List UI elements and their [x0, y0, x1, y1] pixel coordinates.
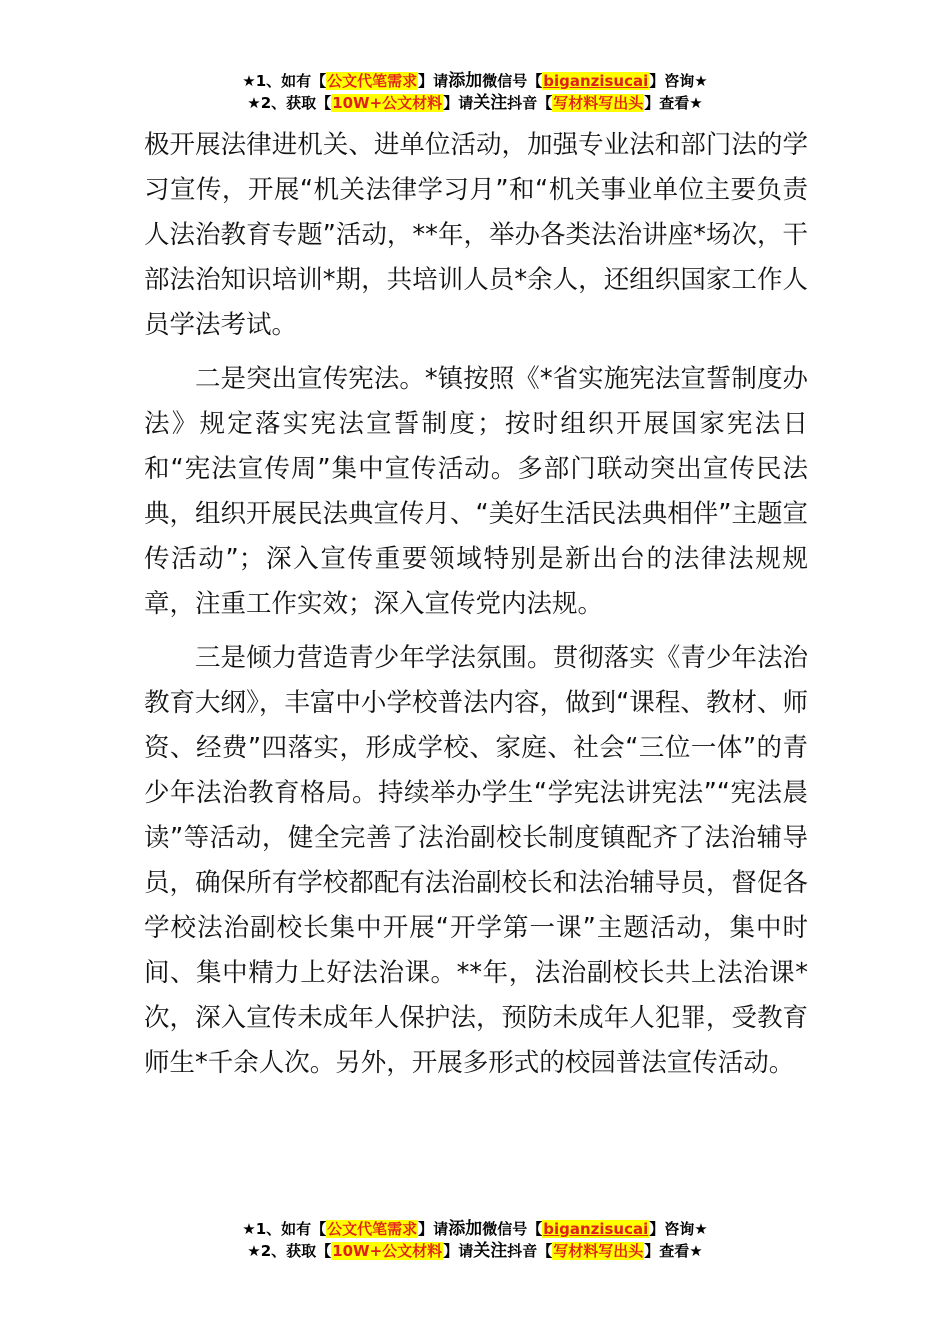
footer-line-1	[0, 1218, 950, 1240]
footer-line-2-suffix: 】查看★	[644, 1242, 703, 1260]
footer-line-2-prefix: ★2、获取【	[247, 1242, 332, 1260]
footer-line-1-emphasis: 添加	[448, 1219, 483, 1239]
banner-line-2-douyin-account: 写材料写出头	[553, 94, 644, 112]
banner-line-1-suffix: 】咨询★	[649, 72, 708, 90]
banner-line-2-emphasis: 关注	[473, 93, 508, 113]
banner-line-1-wechat-id[interactable]: biganzisucai	[543, 72, 649, 90]
banner-line-1-mid2: 微信号【	[482, 72, 543, 90]
document-body	[144, 123, 808, 1086]
banner-line-2-prefix: ★2、获取【	[247, 94, 332, 112]
banner-line-2-suffix: 】查看★	[644, 94, 703, 112]
banner-line-1-highlight-service: 公文代笔需求	[327, 72, 418, 90]
footer-line-2-mid: 】请	[443, 1242, 474, 1260]
footer-line-2	[0, 1240, 950, 1262]
banner-line-1-emphasis: 添加	[448, 71, 483, 91]
footer-line-1-highlight-service: 公文代笔需求	[327, 1220, 418, 1238]
footer-line-2-mid2: 抖音【	[507, 1242, 553, 1260]
header-banner	[0, 70, 950, 114]
footer-line-1-mid2: 微信号【	[482, 1220, 543, 1238]
footer-line-2-douyin-account: 写材料写出头	[553, 1242, 644, 1260]
footer-line-1-wechat-id[interactable]: biganzisucai	[543, 1220, 649, 1238]
paragraph-continuation: 极开展法律进机关、进单位活动，加强专业法和部门法的学习宣传，开展“机关法律学习月”和“机关事业单位主要负责人法治教育专题”活动，**年，举办各类法治讲座*场次，干部法治知识培训*期，共培训人员*余人，还组织国家工作人员学法考试。	[144, 130, 808, 340]
banner-line-2-highlight-materials: 10W+公文材料	[332, 94, 443, 112]
footer-line-1-prefix: ★1、如有【	[242, 1220, 327, 1238]
banner-line-1	[0, 70, 950, 92]
footer-line-2-emphasis: 关注	[473, 1241, 508, 1261]
footer-banner	[0, 1218, 950, 1262]
paragraph-constitution-publicity: 二是突出宣传宪法。*镇按照《*省实施宪法宣誓制度办法》规定落实宪法宣誓制度；按时组织开展国家宪法日和“宪法宣传周”集中宣传活动。多部门联动突出宣传民法典，组织开展民法典宣传月、“美好生活民法典相伴”主题宣传活动”；深入宣传重要领域特别是新出台的法律法规规章，注重工作实效；深入宣传党内法规。	[144, 364, 808, 619]
banner-line-2-mid: 】请	[443, 94, 474, 112]
banner-line-1-mid: 】请	[418, 72, 449, 90]
paragraph-youth-legal-education: 三是倾力营造青少年学法氛围。贯彻落实《青少年法治教育大纲》，丰富中小学校普法内容，做到“课程、教材、师资、经费”四落实，形成学校、家庭、社会“三位一体”的青少年法治教育格局。持续举办学生“学宪法讲宪法”“宪法晨读”等活动，健全完善了法治副校长制度镇配齐了法治辅导员，确保所有学校都配有法治副校长和法治辅导员，督促各学校法治副校长集中开展“开学第一课”主题活动，集中时间、集中精力上好法治课。**年，法治副校长共上法治课*次，深入宣传未成年人保护法，预防未成年人犯罪，受教育师生*千余人次。另外，开展多形式的校园普法宣传活动。	[144, 643, 808, 1078]
footer-line-1-suffix: 】咨询★	[649, 1220, 708, 1238]
footer-line-2-highlight-materials: 10W+公文材料	[332, 1242, 443, 1260]
footer-line-1-mid: 】请	[418, 1220, 449, 1238]
banner-line-1-prefix: ★1、如有【	[242, 72, 327, 90]
banner-line-2	[0, 92, 950, 114]
banner-line-2-mid2: 抖音【	[507, 94, 553, 112]
